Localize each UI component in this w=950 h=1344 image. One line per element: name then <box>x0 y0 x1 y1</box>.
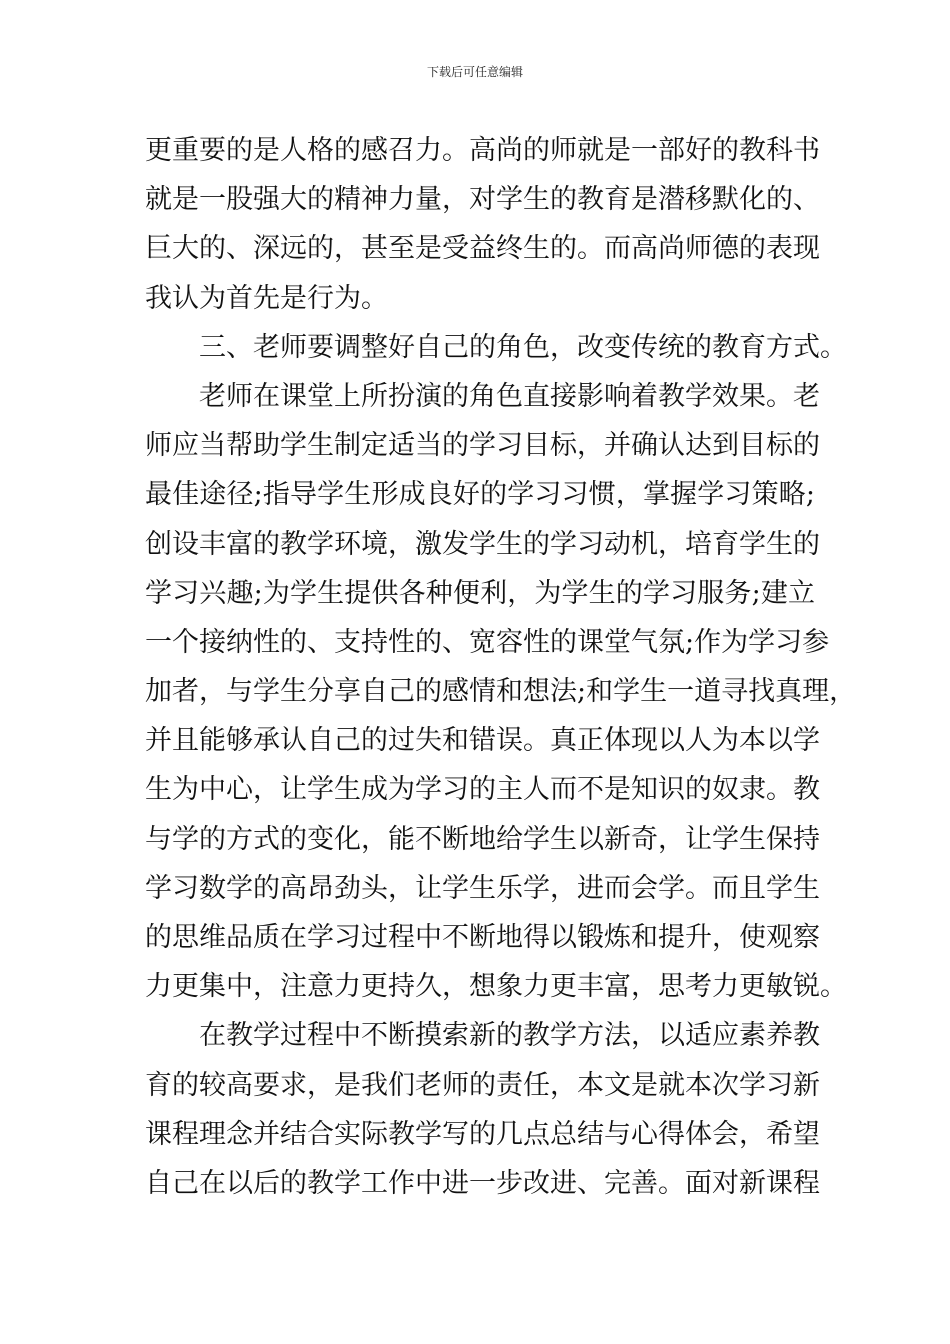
page-header: 下载后可任意编辑 <box>426 65 523 79</box>
text-line: 一个接纳性的、支持性的、宽容性的课堂气氛;作为学习参 <box>145 626 830 658</box>
text-line: 老师在课堂上所扮演的角色直接影响着教学效果。老 <box>199 380 820 412</box>
text-line: 课程理念并结合实际教学写的几点总结与心得体会，希望 <box>145 1118 820 1150</box>
text-line: 师应当帮助学生制定适当的学习目标，并确认达到目标的 <box>145 430 820 462</box>
text-line: 的思维品质在学习过程中不断地得以锻炼和提升，使观察 <box>145 922 820 953</box>
text-line: 并且能够承认自己的过失和错误。真正体现以人为本以学 <box>145 725 820 757</box>
text-line: 生为中心，让学生成为学习的主人而不是知识的奴隶。教 <box>145 774 820 806</box>
text-line: 力更集中，注意力更持久，想象力更丰富，思考力更敏锐。 <box>145 971 847 1003</box>
body-text <box>145 126 857 1208</box>
text-line: 创设丰富的教学环境，激发学生的学习动机，培育学生的 <box>145 528 820 560</box>
text-line: 我认为首先是行为。 <box>145 282 388 314</box>
text-line: 最佳途径;指导学生形成良好的学习习惯，掌握学习策略; <box>145 479 815 511</box>
text-line: 学习数学的高昂劲头，让学生乐学，进而会学。而且学生 <box>145 872 820 904</box>
text-line: 就是一股强大的精神力量，对学生的教育是潜移默化的、 <box>145 184 820 216</box>
text-line: 与学的方式的变化，能不断地给学生以新奇，让学生保持 <box>145 823 820 855</box>
section-heading: 三、老师要调整好自己的角色，改变传统的教育方式。 <box>199 331 847 363</box>
text-line: 自己在以后的教学工作中进一步改进、完善。面对新课程 <box>145 1167 820 1199</box>
text-line: 在教学过程中不断摸索新的教学方法，以适应素养教 <box>199 1020 820 1052</box>
text-line: 育的较高要求，是我们老师的责任，本文是就本次学习新 <box>145 1069 820 1101</box>
text-line: 更重要的是人格的感召力。高尚的师就是一部好的教科书 <box>145 135 820 166</box>
text-line: 学习兴趣;为学生提供各种便利，为学生的学习服务;建立 <box>145 577 815 609</box>
text-line: 巨大的、深远的，甚至是受益终生的。而高尚师德的表现 <box>145 233 820 265</box>
text-line: 加者，与学生分享自己的感情和想法;和学生一道寻找真理， <box>145 676 857 708</box>
